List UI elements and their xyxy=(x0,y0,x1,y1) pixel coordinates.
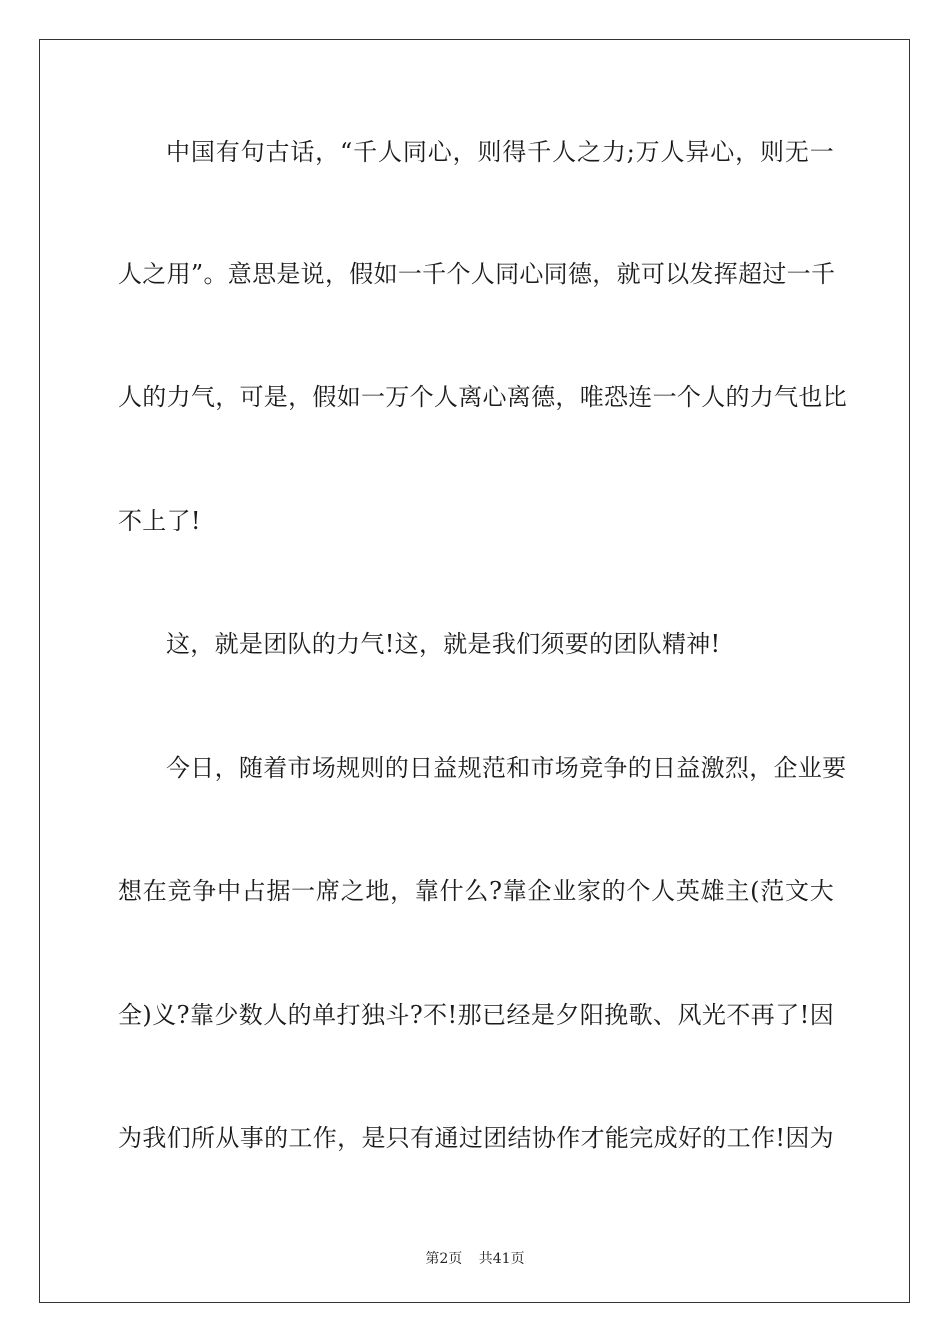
paragraph-3-line-3: 全)义?靠少数人的单打独斗?不!那已经是夕阳挽歌、风光不再了!因 xyxy=(118,1001,834,1029)
paragraph-3-line-4: 为我们所从事的工作，是只有通过团结协作才能完成好的工作!因为 xyxy=(118,1124,834,1152)
paragraph-2-line-1: 这，就是团队的力气!这，就是我们须要的团队精神! xyxy=(166,630,721,658)
paragraph-3-line-1: 今日，随着市场规则的日益规范和市场竞争的日益激烈，企业要 xyxy=(166,754,847,782)
page-number: 第2页 xyxy=(425,1251,463,1267)
paragraph-1-line-2: 人之用”。意思是说，假如一千个人同心同德，就可以发挥超过一千 xyxy=(118,260,836,288)
page-border xyxy=(39,39,910,1303)
paragraph-1-line-3: 人的力气，可是，假如一万个人离心离德，唯恐连一个人的力气也比 xyxy=(118,383,847,411)
paragraph-1-line-1: 中国有句古话，“千人同心，则得千人之力;万人异心，则无一 xyxy=(166,138,834,166)
paragraph-3-line-2: 想在竞争中占据一席之地，靠什么?靠企业家的个人英雄主(范文大 xyxy=(118,877,834,905)
page-footer xyxy=(0,1248,950,1268)
paragraph-1-line-4: 不上了! xyxy=(118,507,201,535)
page-total: 共41页 xyxy=(478,1251,525,1267)
